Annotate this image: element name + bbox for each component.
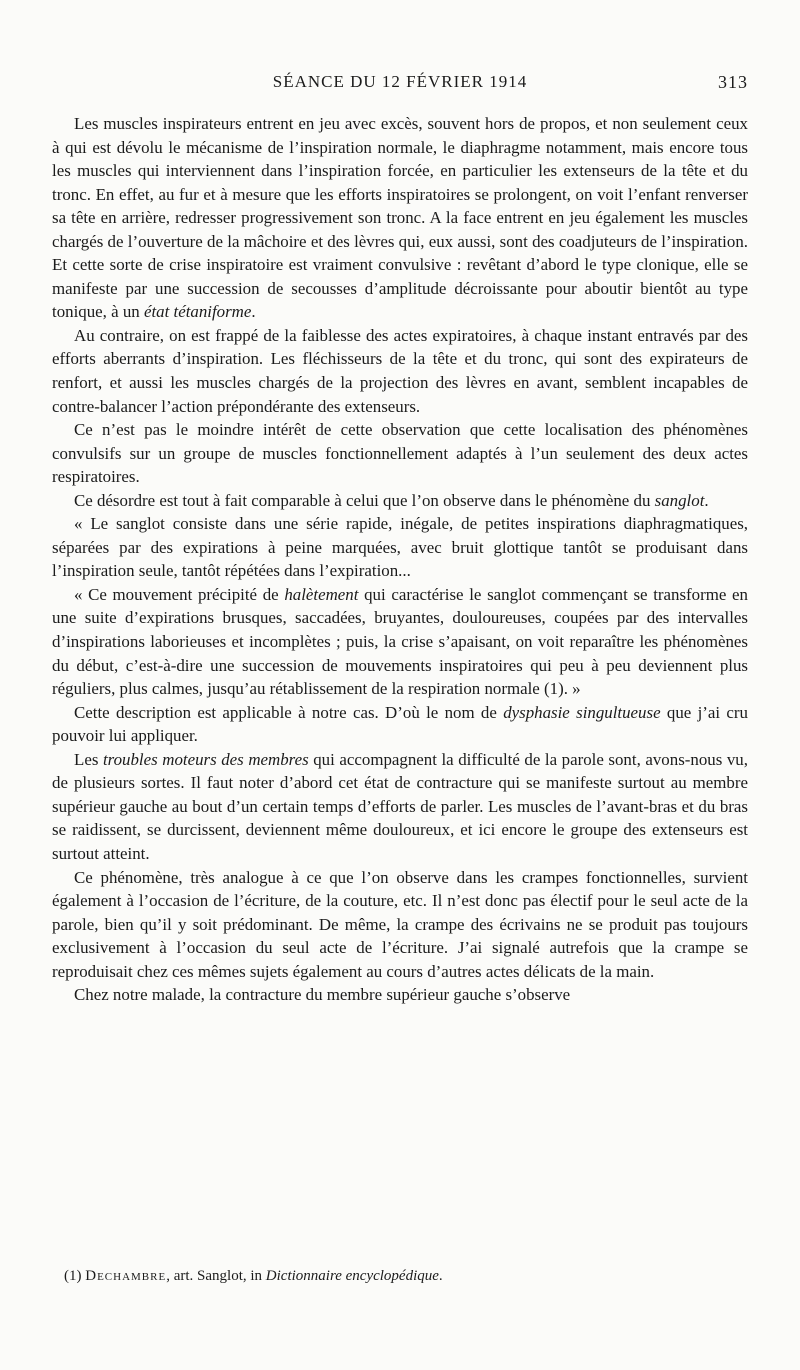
footnote-author: Dechambre [85, 1268, 167, 1284]
paragraph: Ce n’est pas le moindre intérêt de cette observation que cette localisation des phénomènes convulsifs sur un groupe de muscles fonctionnellement adaptés à l’un seulement des deux actes respiratoires. [52, 420, 748, 487]
body-text [52, 112, 748, 1007]
footnote: (1) Dechambre, art. Sanglot, in Dictionnaire encyclopédique. [64, 1268, 443, 1284]
quote-paragraph: « Le sanglot consiste dans une série rapide, inégale, de petites inspirations diaphragmatiques, séparées par des expirations à peine marquées, avec bruit glottique tantôt se produisant dans l’inspiration seule, tantôt répétées dans l’expiration... [52, 514, 748, 581]
footnote-marker: (1) [64, 1268, 82, 1284]
quote-paragraph: « Ce mouvement précipité de halètement qui caractérise le sanglot commençant se transforme en une suite d’expirations brusques, saccadées, bruyantes, douloureuses, coupées par des intervalles d’inspirations laborieuses et incomplètes ; puis, la crise s’apaisant, on voit reparaître les phénomènes du début, c’est-à-dire une succession de mouvements inspiratoires qui peu à peu deviennent plus réguliers, plus calmes, jusqu’au rétablissement de la respiration normale (1). » [52, 584, 748, 699]
running-header [52, 72, 748, 100]
running-title: SÉANCE DU 12 FÉVRIER 1914 [272, 72, 528, 91]
paragraph: Au contraire, on est frappé de la faiblesse des actes expiratoires, à chaque instant entravés par des efforts aberrants d’inspiration. Les fléchisseurs de la tête et du tronc, qui sont des expirateurs de renfort, et aussi les muscles chargés de la projection des lèvres en avant, semblent incapables de contre-balancer l’action prépondérante des extenseurs. [52, 325, 748, 416]
paragraph: Chez notre malade, la contracture du membre supérieur gauche s’observe [74, 985, 571, 1005]
paragraph: Ce phénomène, très analogue à ce que l’on observe dans les crampes fonctionnelles, survient également à l’occasion de l’écriture, de la couture, etc. Il n’est donc pas électif pour le seul acte de la parole, bien qu’il y soit prédominant. De même, la crampe des écrivains ne se produit pas toujours exclusivement à l’occasion du seul acte de l’écriture. J’ai signalé autrefois que la crampe se reproduisait chez ces mêmes sujets également au cours d’autres actes délicats de la main. [52, 867, 748, 981]
paragraph: Les troubles moteurs des membres qui accompagnent la difficulté de la parole sont, avons-nous vu, de plusieurs sortes. Il faut noter d’abord cet état de contracture qui se manifeste surtout au membre supérieur gauche au bout d’un certain temps d’efforts de parler. Les muscles de l’avant-bras et du bras se raidissent, se durcissent, deviennent même douloureux, et ici encore le groupe des extenseurs est surtout atteint. [52, 749, 748, 863]
paragraph: Cette description est applicable à notre cas. D’où le nom de dysphasie singultueuse que j’ai cru pouvoir lui appliquer. [52, 702, 748, 746]
paragraph: Ce désordre est tout à fait comparable à celui que l’on observe dans le phénomène du sanglot. [74, 490, 709, 510]
paragraph: Les muscles inspirateurs entrent en jeu avec excès, souvent hors de propos, et non seulement ceux à qui est dévolu le mécanisme de l’inspiration normale, le diaphragme notamment, mais encore tous les muscles qui interviennent dans l’inspiration forcée, en particulier les extenseurs de la tête et du tronc. En effet, au fur et à mesure que les efforts inspiratoires se prolongent, on voit l’enfant renverser sa tête en arrière, redresser progressivement son tronc. A la face entrent en jeu également les muscles chargés de l’ouverture de la mâchoire et des lèvres qui, eux aussi, sont des coadjuteurs de l’inspiration. Et cette sorte de crise inspiratoire est vraiment convulsive : revêtant d’abord le type clonique, elle se manifeste par une succession de secousses d’amplitude décroissante pour aboutir bientôt au type tonique, à un état tétaniforme. [52, 114, 748, 322]
page-number: 313 [718, 72, 748, 92]
